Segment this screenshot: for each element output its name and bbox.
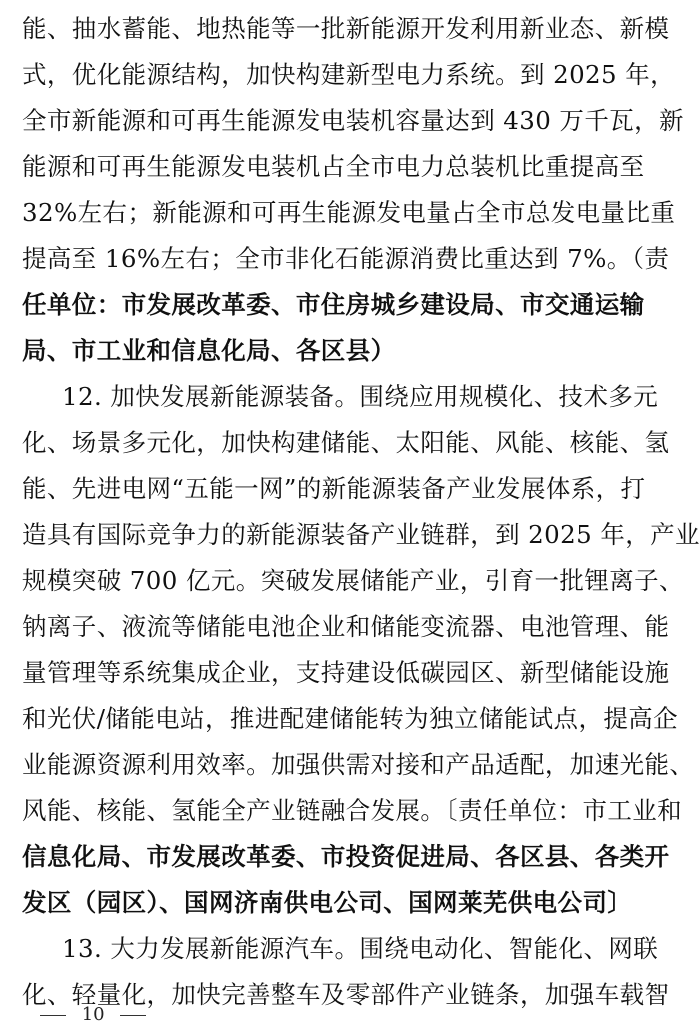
text-line: 提高至 16%左右；全市非化石能源消费比重达到 7%。（责 <box>22 244 670 273</box>
text-line: 全市新能源和可再生能源发电装机容量达到 430 万千瓦，新 <box>22 106 684 135</box>
responsibility-line: 局、市工业和信息化局、各区县） <box>22 336 396 365</box>
text-line: 量管理等系统集成企业，支持建设低碳园区、新型储能设施 <box>22 658 670 687</box>
text-line: 能、抽水蓄能、地热能等一批新能源开发利用新业态、新模 <box>22 14 670 43</box>
page-number: 10 <box>81 1004 105 1025</box>
text-line: 和光伏/储能电站，推进配建储能转为独立储能试点，提高企 <box>22 704 679 733</box>
section-heading-12: 12. 加快发展新能源装备。围绕应用规模化、技术多元 <box>62 382 659 411</box>
text-line: 化、场景多元化，加快构建储能、太阳能、风能、核能、氢 <box>22 428 670 457</box>
text-line: 造具有国际竞争力的新能源装备产业链群，到 2025 年，产业 <box>22 520 700 549</box>
footer-dash-right <box>120 1015 146 1016</box>
text-line: 化、轻量化，加快完善整车及零部件产业链条，加强车载智 <box>22 980 670 1009</box>
text-line: 风能、核能、氢能全产业链融合发展。〔责任单位：市工业和 <box>22 796 683 825</box>
text-line: 32%左右；新能源和可再生能源发电量占全市总发电量比重 <box>22 198 676 227</box>
footer-dash-left <box>40 1015 66 1016</box>
responsibility-line: 发区（园区）、国网济南供电公司、国网莱芜供电公司〕 <box>22 888 633 917</box>
text-line: 业能源资源利用效率。加强供需对接和产品适配，加速光能、 <box>22 750 695 779</box>
text-line: 规模突破 700 亿元。突破发展储能产业，引育一批锂离子、 <box>22 566 684 595</box>
responsibility-line: 任单位：市发展改革委、市住房城乡建设局、市交通运输 <box>22 290 645 319</box>
text-line: 能、先进电网“五能一网”的新能源装备产业发展体系，打 <box>22 474 646 503</box>
text-line: 钠离子、液流等储能电池企业和储能变流器、电池管理、能 <box>22 612 670 641</box>
page-footer <box>40 1004 146 1026</box>
text-line: 式，优化能源结构，加快构建新型电力系统。到 2025 年， <box>22 60 676 89</box>
responsibility-line: 信息化局、市发展改革委、市投资促进局、各区县、各类开 <box>22 842 670 871</box>
section-heading-13: 13. 大力发展新能源汽车。围绕电动化、智能化、网联 <box>62 934 659 963</box>
text-line: 能源和可再生能源发电装机占全市电力总装机比重提高至 <box>22 152 645 181</box>
